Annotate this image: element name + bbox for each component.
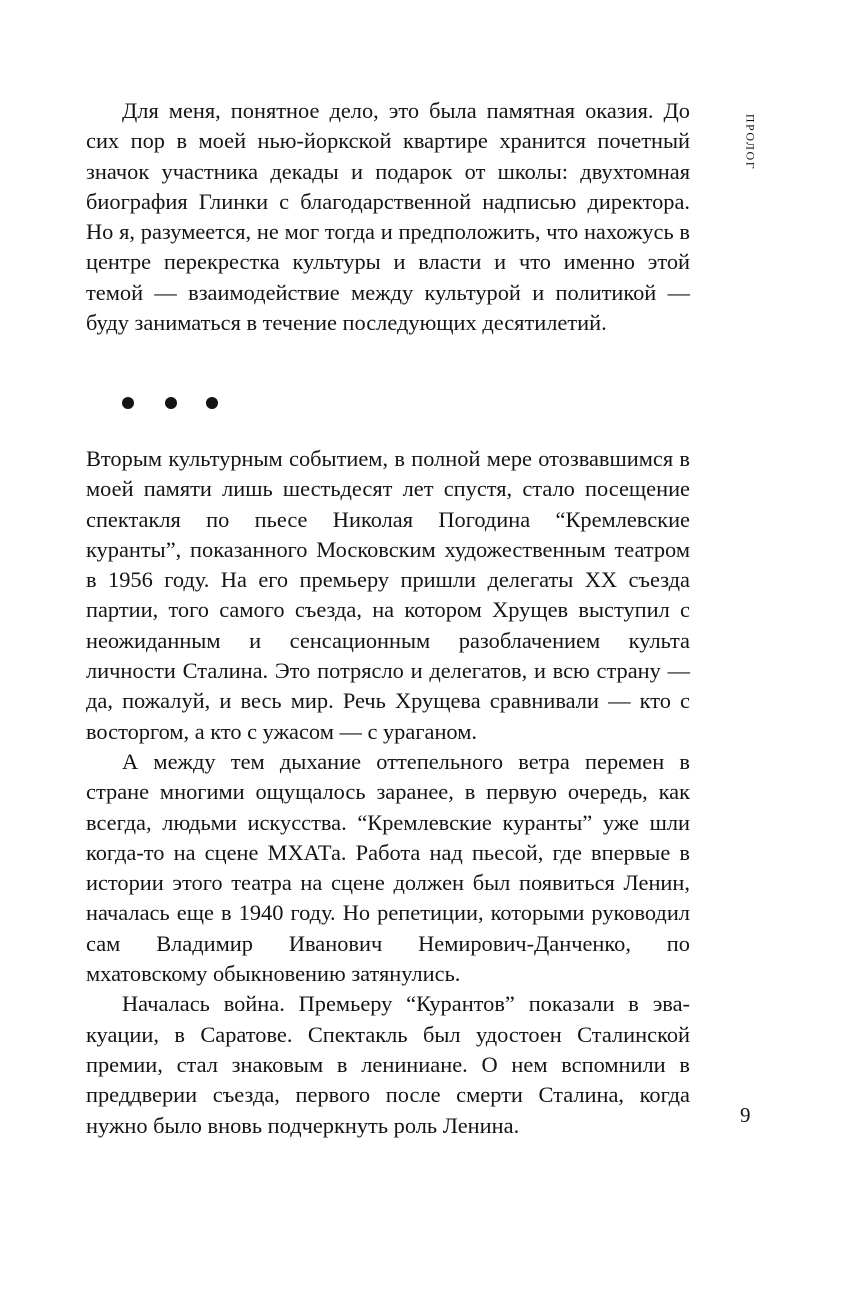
text-block-bottom: [86, 444, 690, 1141]
paragraph: Началась война. Премьеру “Курантов” показали в эвакуации, в Саратове. Спектакль был удостоен Сталинской премии, стал знаковым в лениниане. О нем вспомнили в преддверии съезда, первого после смерти Сталина, когда нужно было вновь подчеркнуть роль Ленина.: [86, 991, 690, 1138]
paragraph: Вторым культурным событием, в полной мере отозвавшимся в моей памяти лишь шестьдесят лет спустя, стало посещение спектакля по пьесе Николая Погодина “Кремлевские куранты”, показанного Московским художественным театром в 1956 году. На его премьеру пришли делегаты XX съезда партии, того самого съезда, на котором Хрущев выступил с неожиданным и сенсационным разоблачением культа личности Сталина. Это потрясло и делегатов, и всю страну — да, пожалуй, и весь мир. Речь Хрущева сравнивали — кто с восторгом, а кто с ужасом — с ураганом.: [86, 446, 690, 744]
text-block-top: [86, 96, 690, 338]
running-head-label: ПРОЛОГ: [743, 113, 758, 171]
separator-dot: [165, 397, 177, 409]
separator-dot: [122, 397, 134, 409]
page-number: 9: [740, 1103, 751, 1127]
running-head: [735, 102, 765, 182]
separator-dot: [206, 397, 218, 409]
paragraph: А между тем дыхание оттепельного ветра перемен в стране многими ощущалось заранее, в первую очередь, как всегда, людьми искусства. “Кремлевские куранты” уже шли когда-то на сцене МХАТа. Работа над пьесой, где впервые в истории этого театра на сцене должен был появиться Ленин, началась еще в 1940 году. Но репетиции, которыми руководил сам Владимир Иванович Немирович-Данченко, по мхатовскому обыкновению затянулись.: [86, 748, 690, 987]
paragraph: Для меня, понятное дело, это была памятная оказия. До сих пор в моей нью-йоркской квартире хранится почетный значок участника декады и подарок от школы: двухтомная биография Глинки с благодарственной надписью директора. Но я, разумеется, не мог тогда и предположить, что нахожусь в центре перекрестка культуры и власти и что именно этой темой — взаимодействие между культурой и политикой — буду заниматься в течение последующих десятилетий.: [86, 98, 690, 336]
section-separator: [122, 397, 222, 411]
